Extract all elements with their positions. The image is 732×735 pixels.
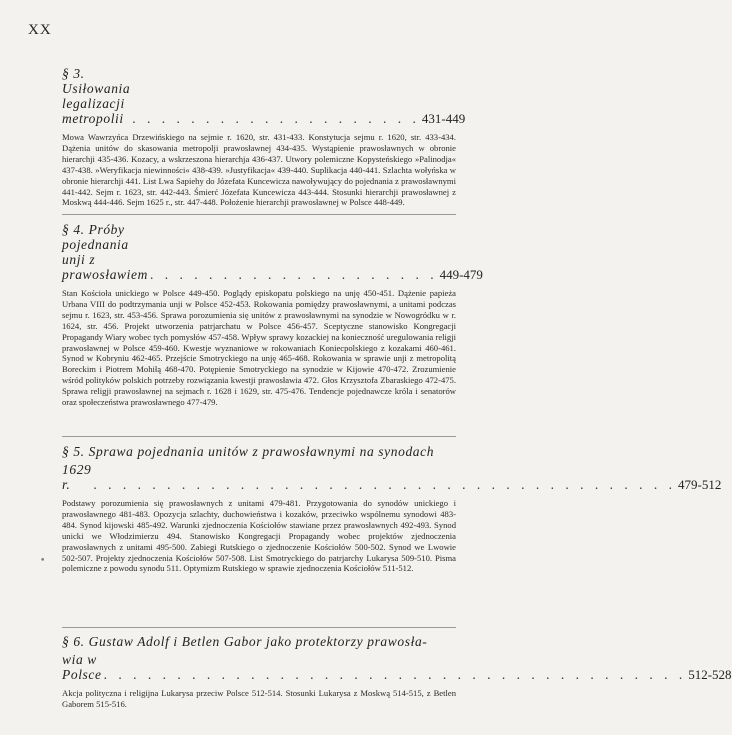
section-6-title-line1: § 6. Gustaw Adolf i Betlen Gabor jako protektorzy prawosła- [62, 634, 428, 649]
section-5-heading-line1 [62, 444, 456, 459]
section-3-pages: 431-449 [421, 111, 466, 126]
section-5-body: Podstawy porozumienia się prawosławnych z unitami 479-481. Przygotowania do synodów unickiego i prawosławnego 481-483. Opozycja szlachty, duchowieństwa i kozaków, przeciwko wspólnemu synodowi 483-484. Synod kijowski 485-492. Warunki zjednoczenia Kościołów stawiane przez prawosławnych 492-493. Synod unicki we Włodzimierzu 494. Stanowisko Kongregacji Propagandy wobec projektów zjednoczenia prawosławnych z unitami 495-500. Zabiegi Rutskiego o zjednoczenie Kościołów 500-502. Synod we Lwowie 502-507. Projekty zjednoczenia Kościołów 507-508. List Smotryckiego do patrjarchy Lukarysa 509-510. Pisma polemiczne z powodu synodu 511. Optymizm Rutskiego w sprawie zjednoczenia Kościołów 511-512. [62, 498, 456, 574]
section-3-body: Mowa Wawrzyńca Drzewińskiego na sejmie r. 1620, str. 431-433. Konstytucja sejmu r. 1620, str. 433-434. Dążenia unitów do skasowania metropolji prawosławnej 434-435. Wystąpienie prawosławnych w obronie hierarchji 435-436. Kozacy, a wskrzeszona hierarchja 436-437. Utwory polemiczne Kopysteńskiego »Palinodja« 437-438. »Weryfikacja niewinności« 438-439. »Justyfikacja« 439-440. Suplikacja 440-441. Szlachta wołyńska w obronie hierarchji 441. List Lwa Sapiehy do Józefata Kuncewicza nawoływujący do pojednania z prawosławnymi 441-442. Sejm r. 1623, str. 442-443. Śmierć Józefata Kuncewicza 443-444. Stosunki hierarchji prawosławnej z Moskwą 444-446. Sejm 1625 r., str. 447-448. Położenie hierarchji prawosławnej w Polsce 448-449. [62, 132, 456, 208]
section-4 [62, 222, 483, 408]
section-5-title-line1: § 5. Sprawa pojednania unitów z prawosławnymi na synodach [62, 444, 435, 459]
margin-mark: • [40, 556, 46, 566]
section-5-heading-line2 [62, 462, 722, 492]
divider [62, 627, 456, 628]
section-6-title-line2: wia w Polsce [62, 652, 102, 682]
section-4-heading [62, 222, 483, 282]
section-3-heading [62, 66, 466, 126]
section-5 [62, 444, 722, 574]
leader-dots: . . . . . . . . . . . . . . . . . . . . . . . . . . . . . . . . . . . . . . . . [103, 667, 687, 682]
section-6-heading-line1 [62, 634, 456, 649]
section-3 [62, 66, 466, 208]
leader-dots: . . . . . . . . . . . . . . . . . . . . . . . . . . . . . . . . . . . . . . . . [93, 477, 677, 492]
section-5-title-line2: 1629 r. [62, 462, 92, 492]
divider [62, 436, 456, 437]
leader-dots: . . . . . . . . . . . . . . . . . . . . [149, 267, 438, 282]
page-number: XX [28, 22, 52, 38]
section-4-pages: 449-479 [439, 267, 483, 282]
section-4-title: § 4. Próby pojednania unji z prawosławiem [62, 222, 148, 282]
section-3-title: § 3. Usiłowania legalizacji metropolii [62, 66, 131, 126]
section-6-body: Akcja polityczna i religijna Lukarysa przeciw Polsce 512-514. Stosunki Lukarysa z Moskwą 514-515, z Betlen Gaborem 515-516. [62, 688, 456, 709]
section-5-pages: 479-512 [678, 477, 722, 492]
leader-dots: . . . . . . . . . . . . . . . . . . . . [132, 111, 420, 126]
section-4-body: Stan Kościoła unickiego w Polsce 449-450. Poglądy episkopatu polskiego na unję 450-451. Dążenie papieża Urbana VIII do podtrzymania unji w Polsce 452-453. Rokowania pomiędzy prawosławnymi, a unitami podczas sejmu r. 1623, str. 453-456. Sprawa porozumienia się unitów z prawosławnymi na synodzie w Nowogródku w r. 1624, str. 456. Projekt utworzenia patrjarchatu w Polsce 456-457. Sceptyczne stanowisko Kongregacji Propagandy Wiary wobec tych pomysłów 457-458. Wpływ sprawy kozackiej na konieczność uregulowania religji prawosławnej w Polsce 459-460. Kwestje wyznaniowe w rokowaniach Koniecpolskiego z kozakami 460-461. Synod w Kobryniu 462-465. Przejście Smotryckiego na unję 465-468. Rokowania w sprawie unji z metropolitą Boreckim i Piotrem Mohiłą 468-470. Potępienie Smotryckiego na synodzie w Kijowie 470-472. Zrozumienie wśród polityków polskich potrzeby rozwiązania kwestji prawosławia 472. Głos Krzysztofa Zbaraskiego 472-475. Sprawa religji prawosławnej na sejmach r. 1628 i 1629, str. 475-476. Tendencje pojednawcze króla i senatorów oraz społeczeństwa prawosławnego 477-479. [62, 288, 456, 408]
divider [62, 214, 456, 215]
section-6 [62, 634, 732, 710]
section-6-heading-line2 [62, 652, 732, 682]
section-6-pages: 512-528 [688, 667, 732, 682]
